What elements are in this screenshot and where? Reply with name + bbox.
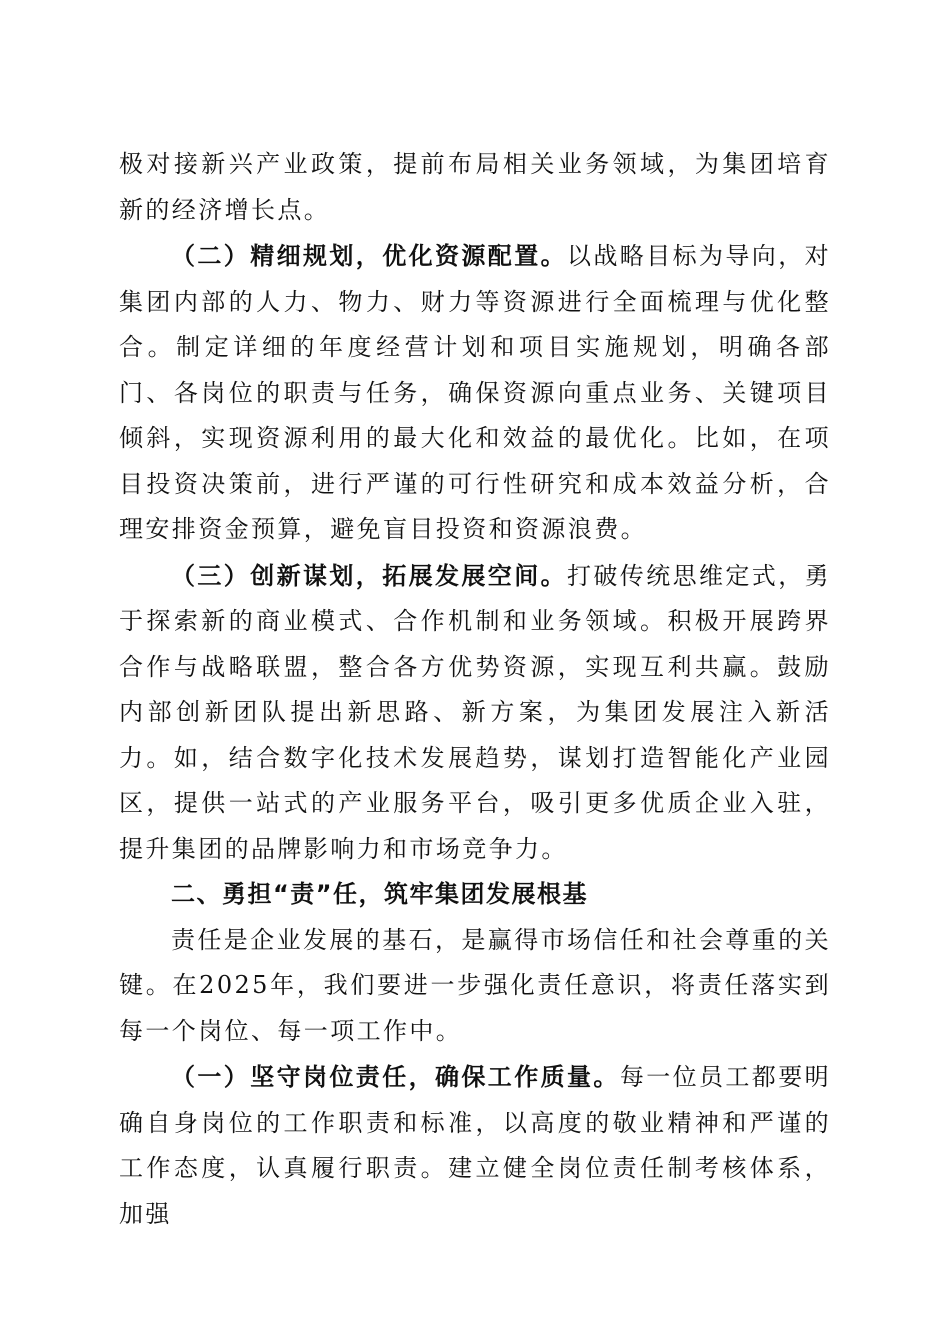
document-body — [119, 142, 831, 1237]
paragraph-text: 打破传统思维定式，勇于探索新的商业模式、合作机制和业务领域。积极开展跨界合作与战略联盟，整合各方优势资源，实现互利共赢。鼓励内部创新团队提出新思路、新方案，为集团发展注入新活力。如，结合数字化技术发展趋势，谋划打造智能化产业园区，提供一站式的产业服务平台，吸引更多优质企业入驻，提升集团的品牌影响力和市场竞争力。 — [119, 561, 831, 863]
paragraph-lead: （三）创新谋划，拓展发展空间。 — [171, 560, 567, 590]
paragraph-intro-tail: 极对接新兴产业政策，提前布局相关业务领域，为集团培育新的经济增长点。 — [119, 150, 831, 224]
paragraph-text: 以战略目标为导向，对集团内部的人力、物力、财力等资源进行全面梳理与优化整合。制定详细的年度经营计划和项目实施规划，明确各部门、各岗位的职责与任务，确保资源向重点业务、关键项目倾斜，实现资源利用的最大化和效益的最优化。比如，在项目投资决策前，进行严谨的可行性研究和成本效益分析，合理安排资金预算，避免盲目投资和资源浪费。 — [119, 242, 831, 543]
paragraph-innovative-planning — [119, 553, 831, 873]
paragraph-text: 每一位员工都要明确自身岗位的工作职责和标准，以高度的敬业精神和严谨的工作态度，认真履行职责。建立健全岗位责任制考核体系，加强 — [119, 1063, 832, 1228]
section-heading: 二、勇担“责”任，筑牢集团发展根基 — [171, 880, 589, 908]
paragraph-lead: （二）精细规划，优化资源配置。 — [171, 241, 567, 270]
paragraph-post-responsibility — [119, 1054, 831, 1237]
paragraph-lead: （一）坚守岗位责任，确保工作质量。 — [171, 1062, 620, 1091]
paragraph-refined-planning — [119, 233, 831, 553]
paragraph-responsibility-intro: 责任是企业发展的基石，是赢得市场信任和社会尊重的关键。在2025年，我们要进一步强化责任意识，将责任落实到每一个岗位、每一项工作中。 — [119, 925, 831, 1045]
